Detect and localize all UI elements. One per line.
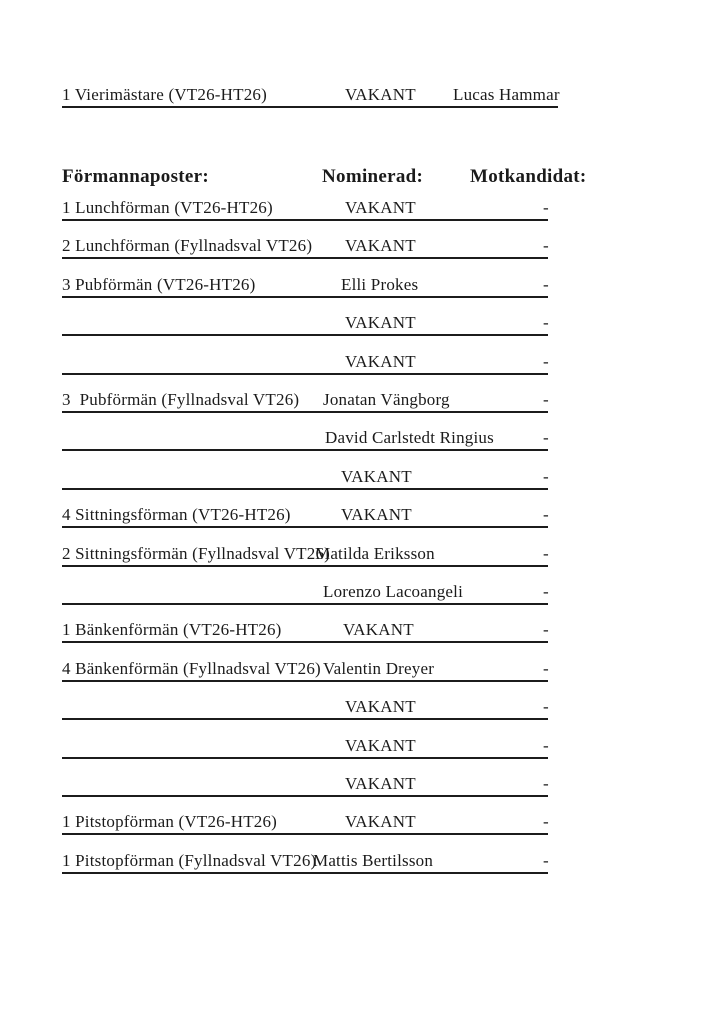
table-row [62, 538, 548, 567]
nominee-value: VAKANT [345, 697, 416, 716]
column-header-positions: Förmannaposter: [62, 166, 209, 187]
counter-candidate-value: - [543, 275, 549, 294]
nominee-value: VAKANT [345, 774, 416, 793]
table-row [62, 230, 548, 259]
table-row [62, 499, 548, 528]
table-row [62, 768, 548, 797]
column-header-counter-candidate: Motkandidat: [470, 166, 587, 187]
nominee-value: VAKANT [343, 620, 414, 639]
position-label: 1 Vierimästare (VT26-HT26) [62, 85, 267, 104]
nominee-value: VAKANT [345, 198, 416, 217]
nominee-value: VAKANT [341, 467, 412, 486]
counter-candidate-value: - [543, 774, 549, 793]
position-label: 1 Bänkenförmän (VT26-HT26) [62, 620, 282, 639]
table-row [62, 806, 548, 835]
column-header-nominated: Nominerad: [322, 166, 424, 187]
table-row [62, 653, 548, 682]
table-row [62, 614, 548, 643]
counter-candidate-value: Lucas Hammar [453, 85, 560, 104]
position-label: 1 Pitstopförman (VT26-HT26) [62, 812, 278, 831]
table-header [62, 162, 602, 188]
position-label: 1 Lunchförman (VT26-HT26) [62, 198, 273, 217]
counter-candidate-value: - [543, 544, 549, 563]
table-row [62, 192, 548, 221]
table-row [62, 730, 548, 759]
nominee-value: VAKANT [345, 85, 416, 104]
counter-candidate-value: - [543, 659, 549, 678]
counter-candidate-value: - [543, 582, 549, 601]
position-label: 2 Sittningsförmän (Fyllnadsval VT26) [62, 544, 331, 563]
table-row [62, 79, 558, 108]
counter-candidate-value: - [543, 313, 549, 332]
table-row [62, 346, 548, 375]
position-label: 3 Pubförmän (VT26-HT26) [62, 275, 256, 294]
nominee-value: Matilda Eriksson [315, 544, 435, 563]
table-row [62, 307, 548, 336]
counter-candidate-value: - [543, 198, 549, 217]
table-row [62, 422, 548, 451]
position-label: 1 Pitstopförman (Fyllnadsval VT26) [62, 851, 317, 870]
table-row [62, 691, 548, 720]
counter-candidate-value: - [543, 505, 549, 524]
counter-candidate-value: - [543, 736, 549, 755]
nominee-value: David Carlstedt Ringius [325, 428, 494, 447]
position-label: 4 Sittningsförman (VT26-HT26) [62, 505, 291, 524]
nominee-value: VAKANT [345, 736, 416, 755]
table-row [62, 461, 548, 490]
counter-candidate-value: - [543, 812, 549, 831]
position-label: 3 Pubförmän (Fyllnadsval VT26) [62, 390, 300, 409]
counter-candidate-value: - [543, 467, 549, 486]
table-row [62, 269, 548, 298]
nominee-value: VAKANT [345, 313, 416, 332]
nominee-value: VAKANT [345, 352, 416, 371]
nominee-value: VAKANT [345, 236, 416, 255]
counter-candidate-value: - [543, 697, 549, 716]
nominee-value: Elli Prokes [341, 275, 419, 294]
nominee-value: VAKANT [345, 812, 416, 831]
nominee-value: Lorenzo Lacoangeli [323, 582, 463, 601]
counter-candidate-value: - [543, 236, 549, 255]
position-label: 2 Lunchförman (Fyllnadsval VT26) [62, 236, 313, 255]
table-row [62, 576, 548, 605]
counter-candidate-value: - [543, 390, 549, 409]
nominee-value: VAKANT [341, 505, 412, 524]
counter-candidate-value: - [543, 428, 549, 447]
table-row [62, 845, 548, 874]
counter-candidate-value: - [543, 620, 549, 639]
table-row [62, 384, 548, 413]
nominee-value: Jonatan Vängborg [323, 390, 450, 409]
position-label: 4 Bänkenförmän (Fyllnadsval VT26) [62, 659, 321, 678]
nominee-value: Mattis Bertilsson [313, 851, 434, 870]
counter-candidate-value: - [543, 352, 549, 371]
counter-candidate-value: - [543, 851, 549, 870]
nominee-value: Valentin Dreyer [323, 659, 435, 678]
